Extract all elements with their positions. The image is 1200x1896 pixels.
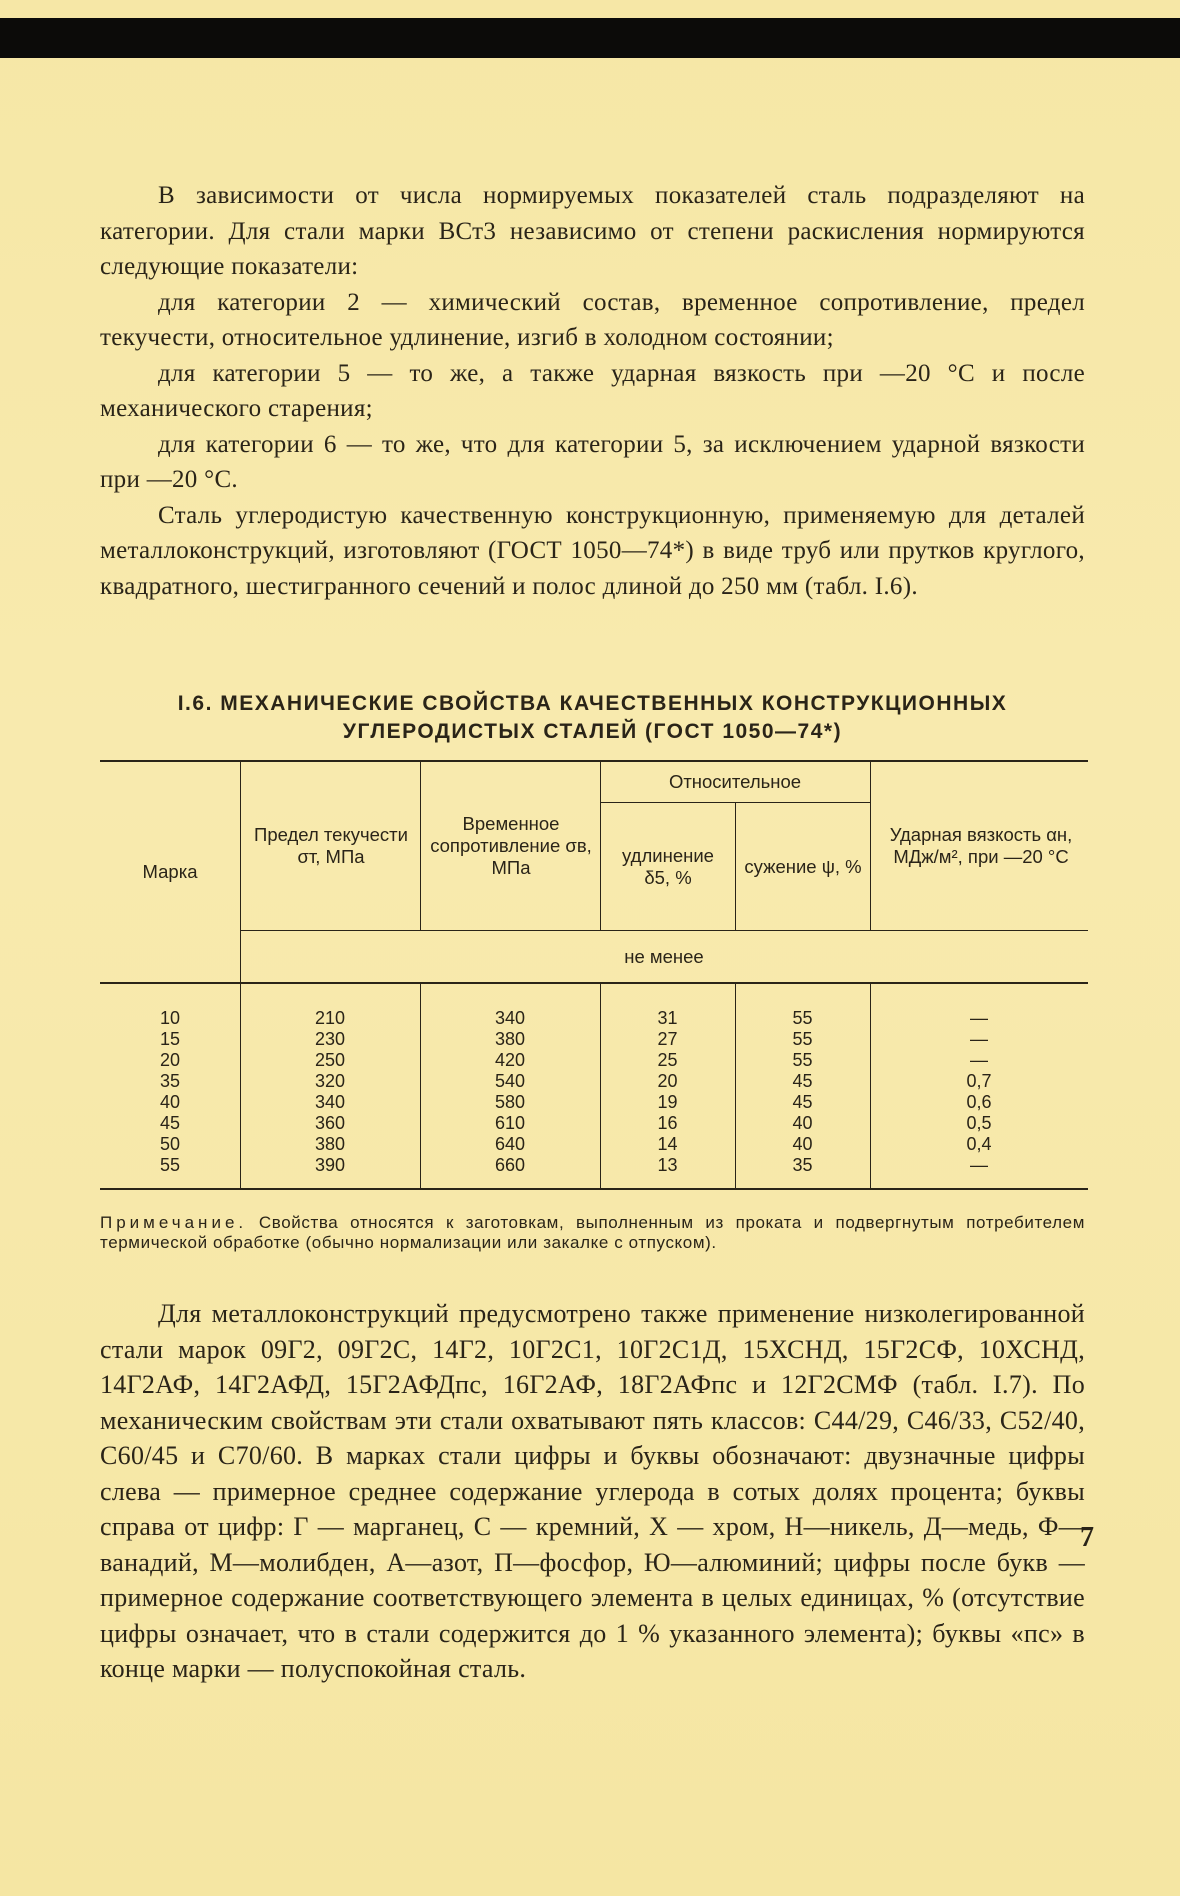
header-elongation: удлинение δ5, %	[622, 844, 714, 888]
grade-cell: 50	[159, 1134, 181, 1154]
impact-cell: —	[970, 1050, 988, 1070]
grade-cell: 55	[159, 1155, 181, 1175]
yield-cell: 390	[314, 1155, 346, 1175]
table-note	[100, 1213, 1085, 1253]
impact-cell: 0,5	[966, 1113, 992, 1133]
header-contraction: сужение ψ, %	[744, 855, 862, 877]
column-grades	[100, 1008, 240, 1176]
intro-paragraph-3: для категории 5 — то же, а также ударная вязкость при —20 °С и после механического старения;	[100, 359, 1085, 422]
low-alloy-section	[100, 1296, 1085, 1687]
intro-section	[100, 178, 1085, 604]
column-tensile	[420, 1008, 600, 1176]
header-impact: Ударная вязкость αн, МДж/м², при —20 °С	[889, 824, 1073, 867]
grade-cell: 10	[159, 1008, 181, 1028]
intro-paragraph-5: Сталь углеродистую качественную конструкционную, применяемую для деталей металлоконструкций, изготовляют (ГОСТ 1050—74*) в виде труб или прутков круглого, квадратного, шестигранного сечений и полос длиной до 250 мм (табл. I.6).	[100, 501, 1085, 600]
header-yield: Предел текучести σт, МПа	[254, 824, 408, 867]
properties-table	[100, 760, 1088, 1190]
elongation-cell: 16	[657, 1113, 678, 1133]
impact-cell: 0,7	[966, 1071, 992, 1091]
impact-cell: —	[970, 1029, 988, 1049]
table-title	[100, 690, 1085, 746]
yield-cell: 210	[314, 1008, 346, 1028]
header-grade: Марка	[142, 861, 198, 882]
grade-cell: 15	[159, 1029, 181, 1049]
table-rule-notless	[100, 982, 1088, 984]
elongation-cell: 31	[657, 1008, 678, 1028]
contraction-cell: 55	[792, 1029, 813, 1049]
yield-cell: 380	[314, 1134, 346, 1154]
grade-cell: 20	[159, 1050, 181, 1070]
note-text: Свойства относятся к заготовкам, выполненным из проката и подвергнутым потребителем термической обработке (обычно нормализации или закалке с отпуском).	[100, 1213, 1085, 1252]
table-vrule-4	[735, 802, 736, 930]
tensile-cell: 340	[494, 1008, 526, 1028]
impact-cell: 0,4	[966, 1134, 992, 1154]
column-contraction	[735, 1008, 870, 1176]
grade-cell: 40	[159, 1092, 181, 1112]
column-impact	[870, 1008, 1088, 1176]
tensile-cell: 540	[494, 1071, 526, 1091]
yield-cell: 320	[314, 1071, 346, 1091]
tensile-cell: 640	[494, 1134, 526, 1154]
tensile-cell: 380	[494, 1029, 526, 1049]
yield-cell: 340	[314, 1092, 346, 1112]
elongation-cell: 19	[657, 1092, 678, 1112]
header-tensile: Временное сопротивление σв, МПа	[430, 813, 592, 878]
yield-cell: 250	[314, 1050, 346, 1070]
impact-cell: —	[970, 1008, 988, 1028]
elongation-cell: 13	[657, 1155, 678, 1175]
intro-paragraph-4: для категории 6 — то же, что для категории 5, за исключением ударной вязкости при —20 °С.	[100, 430, 1085, 493]
contraction-cell: 45	[792, 1092, 813, 1112]
tensile-cell: 580	[494, 1092, 526, 1112]
contraction-cell: 40	[792, 1113, 813, 1133]
contraction-cell: 40	[792, 1134, 813, 1154]
yield-cell: 230	[314, 1029, 346, 1049]
contraction-cell: 35	[792, 1155, 813, 1175]
elongation-cell: 20	[657, 1071, 678, 1091]
page-number: 7	[1080, 1522, 1094, 1553]
column-yield	[240, 1008, 420, 1176]
contraction-cell: 55	[792, 1008, 813, 1028]
intro-paragraph-2: для категории 2 — химический состав, временное сопротивление, предел текучести, относительное удлинение, изгиб в холодном состоянии;	[100, 288, 1085, 351]
impact-cell: —	[970, 1155, 988, 1175]
tensile-cell: 420	[494, 1050, 526, 1070]
contraction-cell: 45	[792, 1071, 813, 1091]
low-alloy-paragraph: Для металлоконструкций предусмотрено также применение низколегированной стали марок 09Г2, 09Г2С, 14Г2, 10Г2С1, 10Г2С1Д, 15ХСНД, 15Г2СФ, 10ХСНД, 14Г2АФ, 14Г2АФД, 15Г2АФДпс, 16Г2АФ, 18Г2АФпс и 12Г2СМФ (табл. I.7). По механическим свойствам эти стали охватывают пять классов: С44/29, С46/33, С52/40, С60/45 и С70/60. В марках стали цифры и буквы обозначают: двузначные цифры слева — примерное среднее содержание углерода в сотых долях процента; буквы справа от цифр: Г — марганец, С — кремний, Х — хром, Н—никель, Д—медь, Ф—ванадий, М—молибден, А—азот, П—фосфор, Ю—алюминий; цифры после букв — примерное содержание соответствующего элемента в целых единицах, % (отсутствие цифры означает, что в стали содержится до 1 % указанного элемента); буквы «пс» в конце марки — полуспокойная сталь.	[100, 1299, 1085, 1683]
table-rule-bottom	[100, 1188, 1088, 1190]
impact-cell: 0,6	[966, 1092, 992, 1112]
header-not-less: не менее	[624, 945, 704, 967]
grade-cell: 45	[159, 1113, 181, 1133]
table-vrule-5	[870, 760, 871, 930]
table-title-line-1: I.6. МЕХАНИЧЕСКИЕ СВОЙСТВА КАЧЕСТВЕННЫХ КОНСТРУКЦИОННЫХ	[177, 692, 1008, 715]
yield-cell: 360	[314, 1113, 346, 1133]
table-title-line-2: УГЛЕРОДИСТЫХ СТАЛЕЙ (ГОСТ 1050—74*)	[342, 720, 843, 743]
tensile-cell: 610	[494, 1113, 526, 1133]
intro-paragraph-1: В зависимости от числа нормируемых показателей сталь подразделяют на категории. Для стали марки ВСт3 независимо от степени раскисления нормируются следующие показатели:	[100, 182, 1085, 280]
tensile-cell: 660	[494, 1155, 526, 1175]
column-elongation	[600, 1008, 735, 1176]
grade-cell: 35	[159, 1071, 181, 1091]
scan-edge-bar	[0, 18, 1180, 58]
elongation-cell: 27	[657, 1029, 678, 1049]
elongation-cell: 25	[657, 1050, 678, 1070]
note-label: Примечание.	[100, 1213, 248, 1232]
table-vrule-2	[420, 760, 421, 930]
contraction-cell: 55	[792, 1050, 813, 1070]
header-relative: Относительное	[668, 771, 802, 792]
elongation-cell: 14	[657, 1134, 678, 1154]
